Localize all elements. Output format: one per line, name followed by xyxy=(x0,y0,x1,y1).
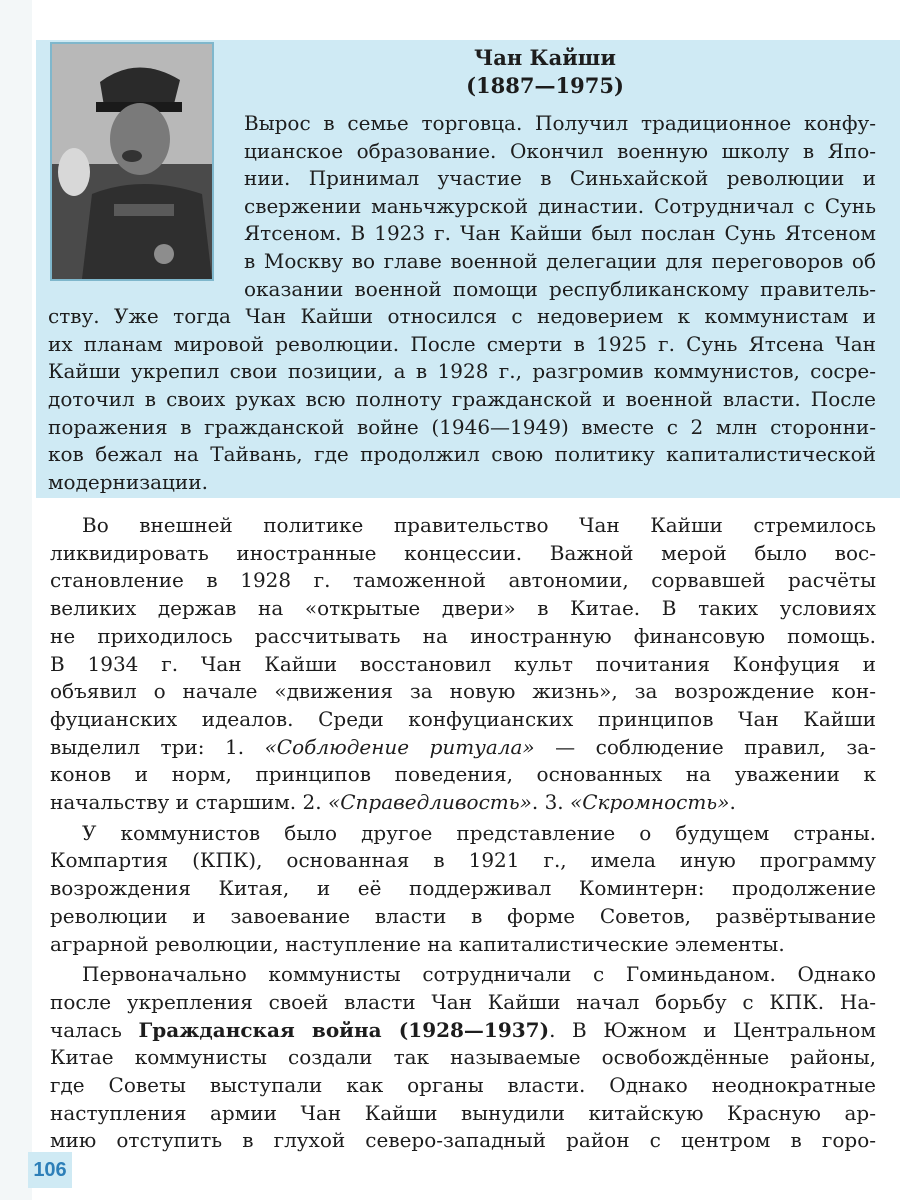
text-line xyxy=(50,1017,876,1045)
italic-term: «Соблюдение ритуала» xyxy=(264,734,535,759)
bio-name: Чан Кайши xyxy=(474,45,616,70)
bold-term: Гражданская война (1928—1937) xyxy=(138,1017,550,1042)
bio-line: Кайши укрепил свои позиции, а в 1928 г., разгромив коммунистов, сосре- xyxy=(48,359,876,384)
text-run: . xyxy=(729,790,736,815)
text-run: чалась xyxy=(50,1017,139,1042)
italic-term: «Скромность» xyxy=(570,790,730,815)
text-run: начальству и старшим. 2. xyxy=(50,790,328,815)
text-line: после укрепления своей власти Чан Кайши начал борьбу с КПК. На- xyxy=(50,989,876,1014)
bio-line: модернизации. xyxy=(48,469,208,494)
text-run: — соблюдение правил, за- xyxy=(534,734,876,759)
italic-term: «Справедливость» xyxy=(327,790,532,815)
biography-text xyxy=(48,110,876,496)
bio-line: доточил в своих руках всю полноту гражданской и военной власти. После xyxy=(48,386,876,411)
paragraph-civil-war xyxy=(50,961,876,1155)
text-line: фуцианских идеалов. Среди конфуцианских принципов Чан Кайши xyxy=(50,706,876,731)
text-line: мию отступить в глухой северо-западный район с центром в горо- xyxy=(50,1128,876,1153)
bio-line: поражения в гражданской войне (1946—1949) вместе с 2 млн сторонни- xyxy=(48,414,876,439)
bio-line: оказании военной помощи республиканскому правитель- xyxy=(244,276,876,301)
text-line: где Советы выступали как органы власти. Однако неоднократные xyxy=(50,1073,876,1098)
bio-line: нии. Принимал участие в Синьхайской революции и xyxy=(244,166,876,191)
biography-heading xyxy=(420,44,670,100)
text-line: Во внешней политике правительство Чан Кайши стремилось xyxy=(82,513,876,537)
bio-line: Ятсеном. В 1923 г. Чан Кайши был послан Сунь Ятсеном xyxy=(244,221,876,246)
text-line: наступления армии Чан Кайши вынудили китайскую Красную ар- xyxy=(50,1100,876,1125)
text-run: . 3. xyxy=(531,790,571,815)
text-run: . В Южном и Центральном xyxy=(549,1017,876,1042)
text-run: выделил три: 1. xyxy=(50,734,265,759)
text-line xyxy=(50,789,876,817)
text-line: В 1934 г. Чан Кайши восстановил культ почитания Конфуция и xyxy=(50,651,876,676)
paragraph-foreign-policy xyxy=(50,512,876,817)
text-line: Китае коммунисты создали так называемые освобождённые районы, xyxy=(50,1045,876,1070)
bio-years: (1887—1975) xyxy=(466,73,624,98)
bio-line: ков бежал на Тайвань, где продолжил свою политику капиталистической xyxy=(48,442,876,467)
text-line: революции и завоевание власти в форме Советов, развёртывание xyxy=(50,903,876,928)
paragraph-communists xyxy=(50,820,876,959)
text-line: У коммунистов было другое представление о будущем страны. xyxy=(82,820,876,845)
text-line: Компартия (КПК), основанная в 1921 г., имела иную программу xyxy=(50,848,876,873)
text-line: великих держав на «открытые двери» в Китае. В таких условиях xyxy=(50,596,876,621)
bio-line: в Москву во главе военной делегации для переговоров об xyxy=(244,248,876,273)
text-line: Первоначально коммунисты сотрудничали с Гоминьданом. Однако xyxy=(82,962,876,987)
portrait-figure xyxy=(52,44,212,279)
text-line: аграрной революции, наступление на капиталистические элементы. xyxy=(50,931,785,956)
text-line: конов и норм, принципов поведения, основанных на уважении к xyxy=(50,762,876,787)
bio-line: свержении маньчжурской династии. Сотрудничал с Сунь xyxy=(244,193,876,218)
margin-strip xyxy=(0,0,32,1200)
text-line: не приходилось рассчитывать на иностранную финансовую помощь. xyxy=(50,623,876,648)
bio-line: цианское образование. Окончил военную школу в Япо- xyxy=(244,138,876,163)
text-line: возрождения Китая, и её поддерживал Коминтерн: продолжение xyxy=(50,876,876,901)
bio-line: ству. Уже тогда Чан Кайши относился с недоверием к коммунистам и xyxy=(48,304,876,329)
portrait-photo xyxy=(50,42,214,281)
text-line: объявил о начале «движения за новую жизнь», за возрождение кон- xyxy=(50,679,876,704)
page-number: 106 xyxy=(28,1152,72,1188)
main-text xyxy=(50,512,876,1158)
bio-line: Вырос в семье торговца. Получил традиционное конфу- xyxy=(244,111,876,135)
bio-line: их планам мировой революции. После смерти в 1925 г. Сунь Ятсена Чан xyxy=(48,331,876,356)
text-line xyxy=(50,734,876,762)
text-line: ликвидировать иностранные концессии. Важной мерой было вос- xyxy=(50,540,876,565)
text-line: становление в 1928 г. таможенной автономии, сорвавшей расчёты xyxy=(50,568,876,593)
